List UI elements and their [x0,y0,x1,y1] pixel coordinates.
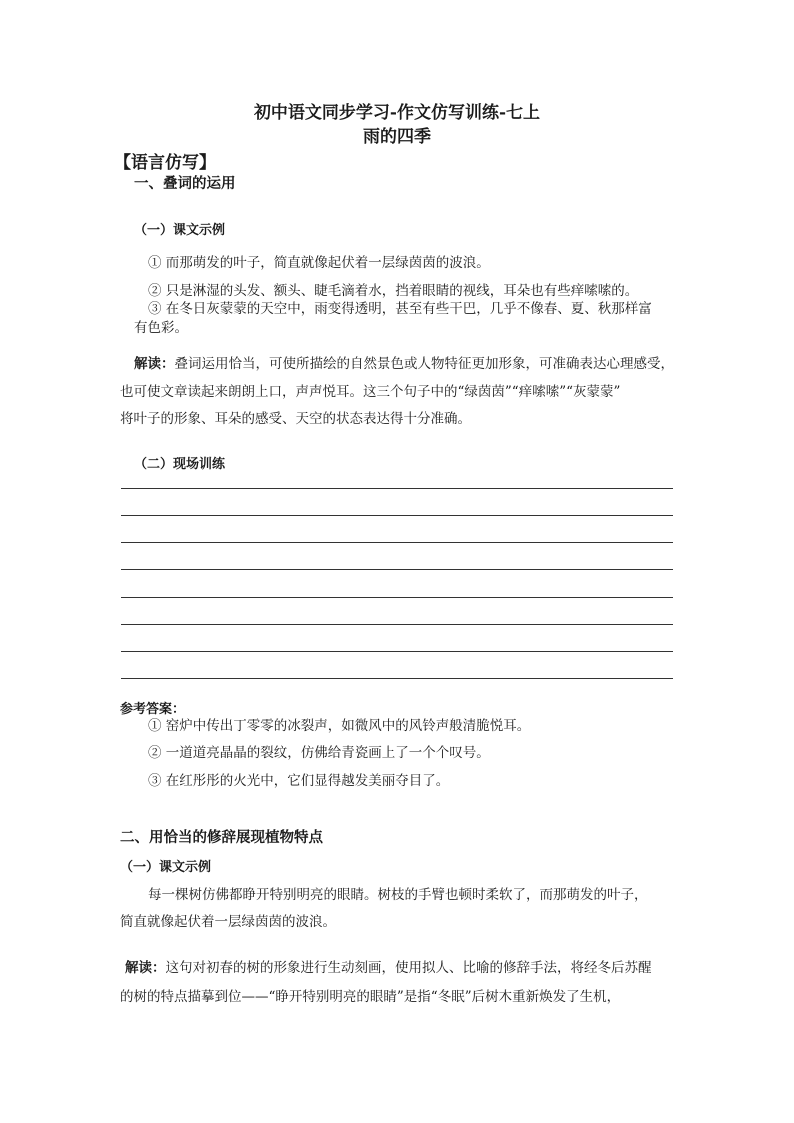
writing-line [121,569,673,570]
writing-line [121,542,673,543]
document-subtitle: 雨的四季 [363,127,431,147]
answer-1: ① 窑炉中传出丁零零的冰裂声，如微风中的风铃声般清脆悦耳。 [148,718,531,734]
part2-example-line-1: 每一棵树仿佛都睁开特别明亮的眼睛。树枝的手臂也顿时柔软了，而那萌发的叶子， [148,887,648,903]
writing-line [121,488,673,489]
example-sentence-2: ② 只是淋湿的头发、额头、睫毛滴着水，挡着眼睛的视线，耳朵也有些痒嗦嗦的。 [148,283,639,299]
writing-line [121,597,673,598]
analysis-line-1: 解读：叠词运用恰当，可使所描绘的自然景色或人物特征更加形象，可准确表达心理感受， [134,356,674,372]
writing-line [121,624,673,625]
example-sentence-1: ① 而那萌发的叶子，简直就像起伏着一层绿茵茵的波浪。 [148,255,490,271]
part1-example-heading: （一）课文示例 [134,223,226,238]
answer-label: 参考答案： [120,702,186,717]
part2-analysis-line-2: 的树的特点描摹到位——“睁开特别明亮的眼睛”是指“冬眠”后树木重新焕发了生机， [120,989,621,1005]
analysis-line-2: 也可使文章读起来朗朗上口，声声悦耳。这三个句子中的“绿茵茵”“痒嗦嗦”“灰蒙蒙” [120,384,621,400]
part2-heading: 二、用恰当的修辞展现植物特点 [120,829,323,846]
writing-line [121,651,673,652]
part2-example-line-2: 简直就像起伏着一层绿茵茵的波浪。 [120,914,336,930]
section-label: 【语言仿写】 [114,153,216,173]
writing-line [121,678,673,679]
part2-analysis-line-1: 解读：这句对初春的树的形象进行生动刻画，使用拟人、比喻的修辞手法，将经冬后苏醒 [125,960,652,976]
analysis-line-3: 将叶子的形象、耳朵的感受、天空的状态表达得十分准确。 [120,411,471,427]
part2-analysis-label: 解读： [125,960,166,976]
example-sentence-3-cont: 有色彩。 [134,320,188,336]
part2-example-heading: （一）课文示例 [120,860,212,875]
document-title: 初中语文同步学习-作文仿写训练-七上 [253,103,541,123]
answer-3: ③ 在红彤彤的火光中，它们显得越发美丽夺目了。 [148,773,450,789]
analysis-label: 解读： [134,356,175,372]
practice-heading: （二）现场训练 [134,457,226,472]
part1-heading: 一、叠词的运用 [134,175,236,192]
example-sentence-3: ③ 在冬日灰蒙蒙的天空中，雨变得透明，甚至有些干巴，几乎不像春、夏、秋那样富 [148,301,652,317]
answer-2: ② 一道道亮晶晶的裂纹，仿佛给青瓷画上了一个个叹号。 [148,745,490,761]
writing-line [121,515,673,516]
